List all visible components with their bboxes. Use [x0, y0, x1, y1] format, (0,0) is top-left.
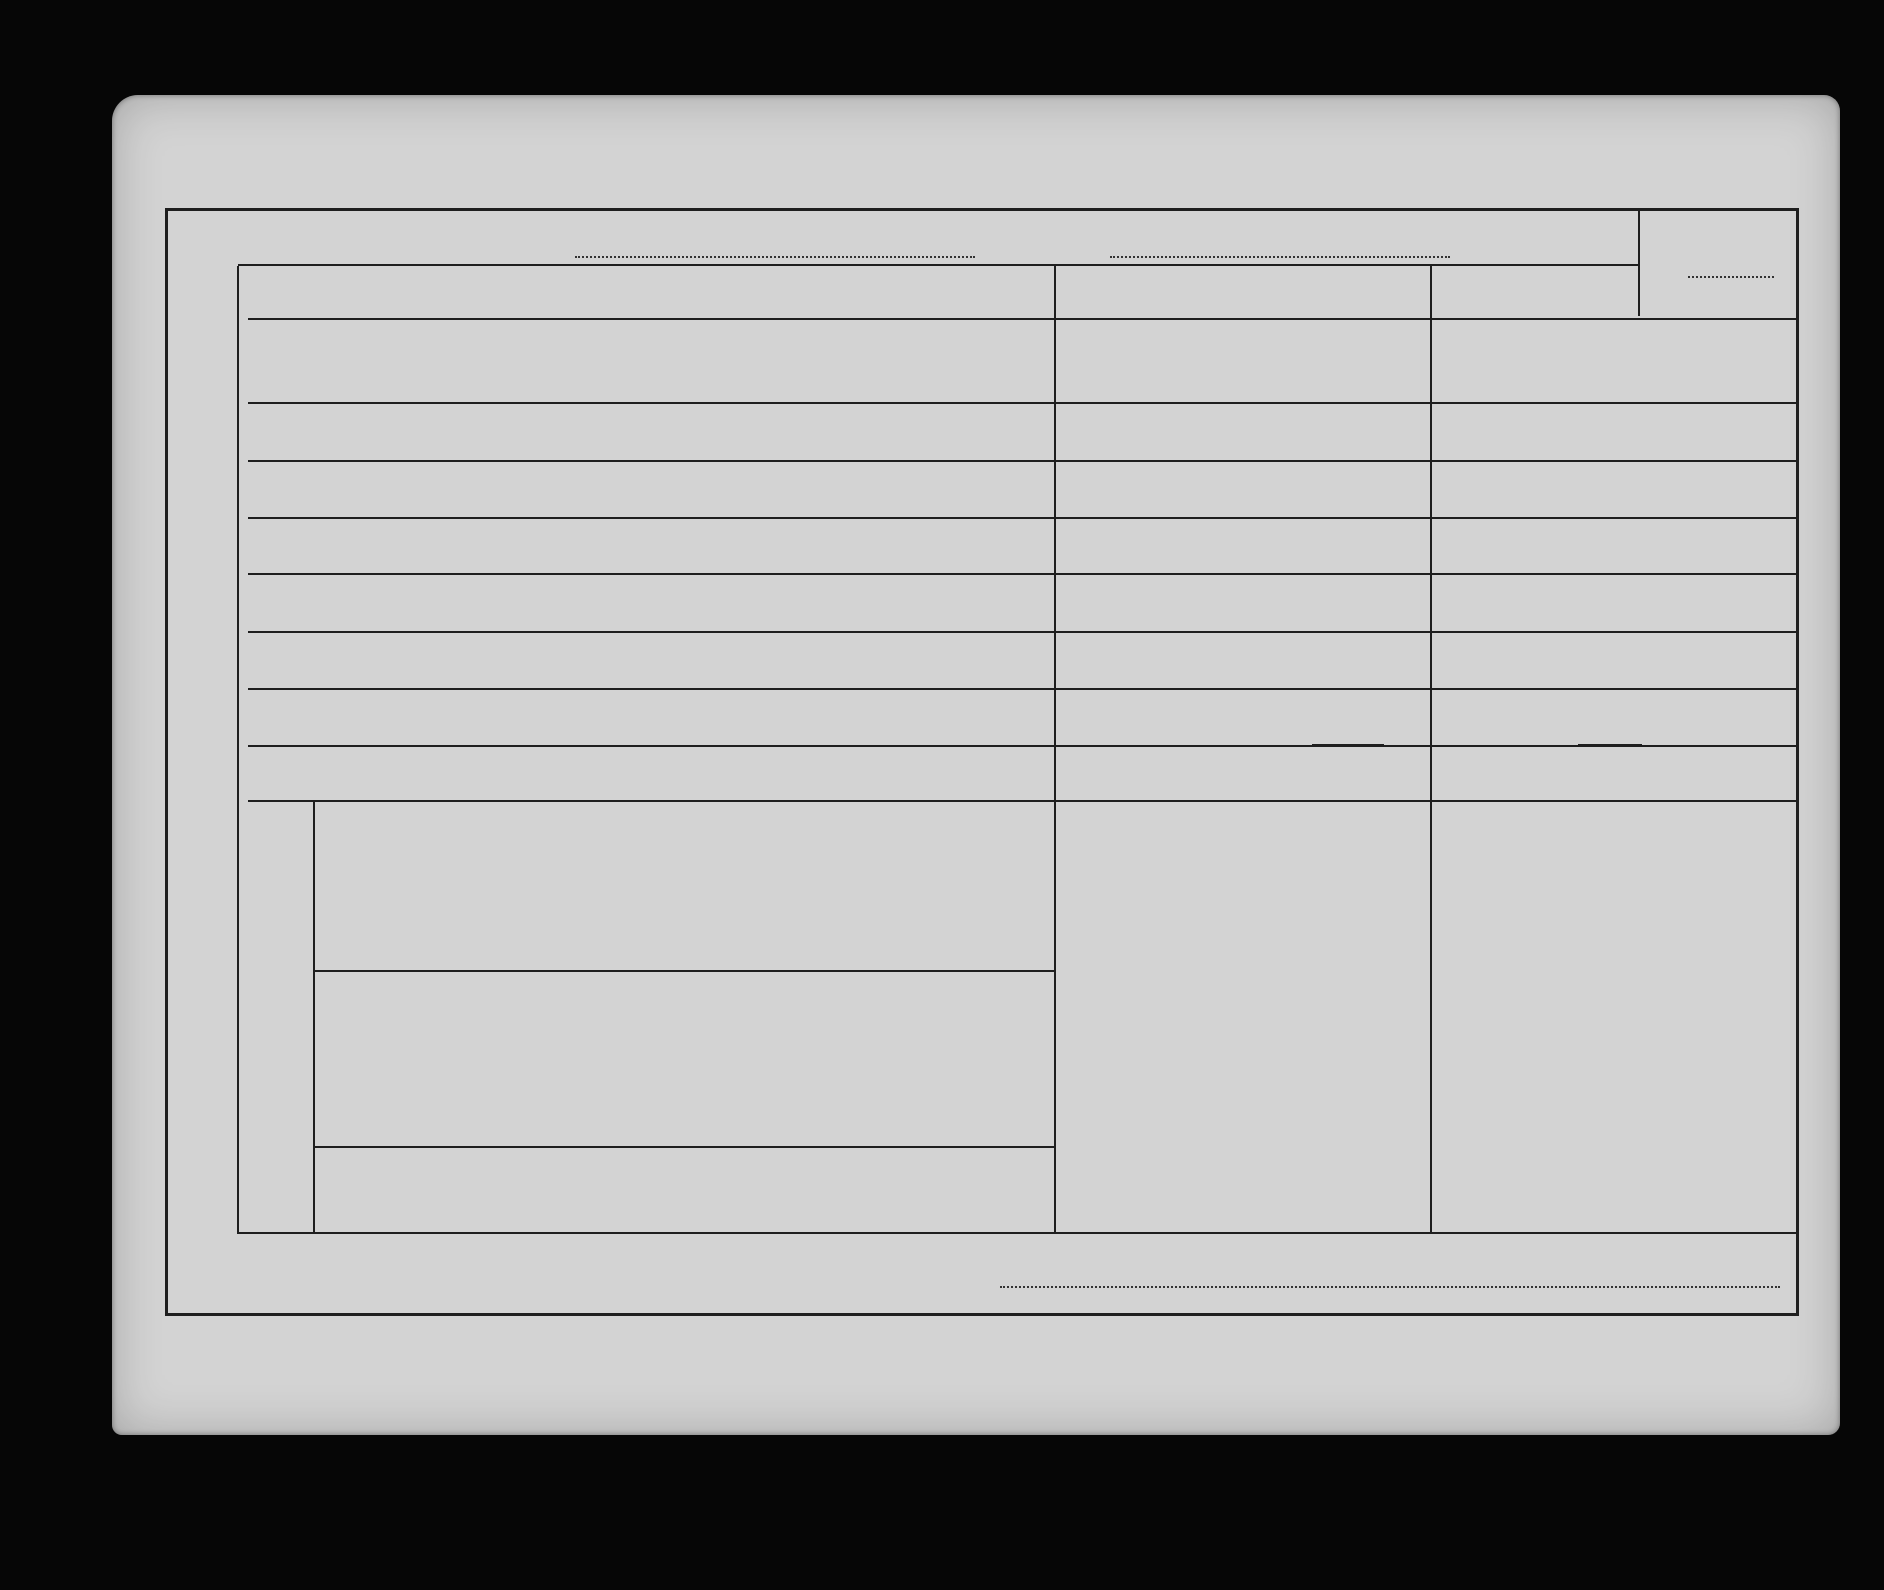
frame-bottom	[165, 1313, 1799, 1316]
frame-top	[165, 208, 1799, 211]
groom-status-underline	[1312, 744, 1384, 746]
frame-left	[165, 208, 168, 1316]
col-divider-1	[1054, 266, 1056, 1232]
header-underline	[238, 264, 1638, 266]
col-divider-2	[1430, 266, 1432, 1232]
record-card	[112, 95, 1840, 1435]
number-box-divider	[1638, 208, 1640, 316]
bride-status-underline	[1578, 744, 1642, 746]
table-left-border	[237, 266, 239, 1232]
